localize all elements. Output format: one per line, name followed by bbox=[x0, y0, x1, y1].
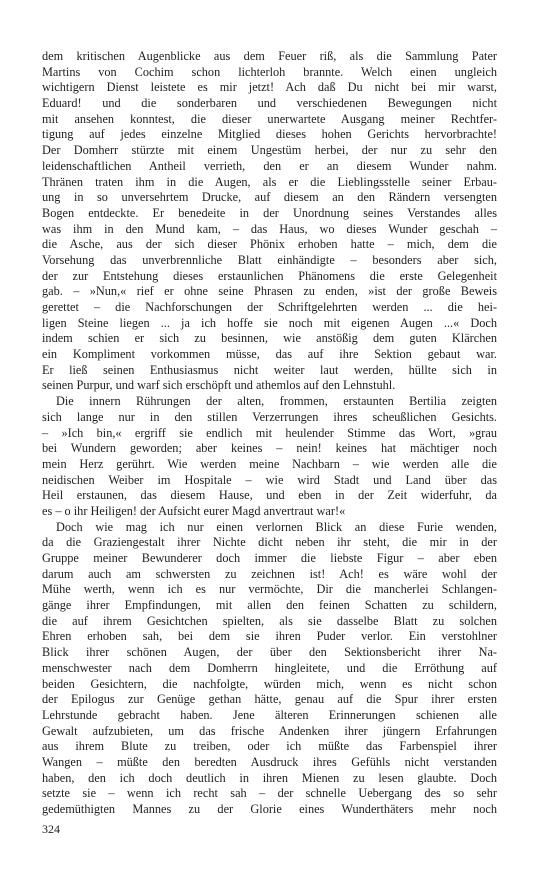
text-line: Doch wie mag ich nur einen verlornen Blick an diese Furie wenden, bbox=[56, 519, 497, 534]
text-line: gerettet – die Nachforschungen der Schriftgelehrten werden ... die hei- bbox=[42, 300, 497, 314]
text-line: leidenschaftlichen Antheil verrieth, den er an diesem Wunder nahm. bbox=[42, 158, 497, 173]
text-line: haben, den ich doch deutlich in ihren Mienen zu lesen glaubte. Doch bbox=[42, 770, 497, 785]
text-line: Gruppe meiner Bewunderer doch immer die liebste Figur – aber eben bbox=[42, 551, 497, 565]
text-line: Gewalt aufzubieten, um das frische Andenken ihrer jüngern Erfahrungen bbox=[42, 723, 497, 738]
text-line: Mühe werth, wenn ich es nur vermöchte, Dir die mancherlei Schlangen- bbox=[42, 582, 497, 597]
paragraph bbox=[42, 520, 497, 818]
paragraph bbox=[42, 394, 497, 520]
body-text bbox=[42, 49, 497, 818]
text-line: dem kritischen Augenblicke aus dem Feuer riß, als die Sammlung Pater bbox=[42, 49, 497, 63]
text-line: Ehren erhoben sah, bei dem sie ihren Puder verlor. Ein verstohlner bbox=[42, 629, 497, 644]
text-line: Wangen – müßte den beredten Ausdruck ihres Gefühls nicht verstanden bbox=[42, 754, 497, 769]
text-line: mit ansehen konntest, die dieser unerwartete Ausgang meiner Rechtfer- bbox=[42, 111, 497, 126]
text-line: Bogen entdeckte. Er benedeite in der Unordnung seines Verstandes alles bbox=[42, 205, 497, 220]
text-line: menschwester nach dem Domherrn hingleitete, und die Erröthung auf bbox=[42, 660, 497, 675]
text-line: wichtigern Dienst leistete es mir jetzt! Ach daß Du nicht bei mir warst, bbox=[42, 80, 497, 95]
paragraph bbox=[42, 49, 497, 394]
text-line: sich lange nur in den stillen Verzerrungen ihres scheußlichen Gesichts. bbox=[42, 409, 497, 424]
text-line: neidischen Weiber im Hospitale – wie wird Stadt und Land über das bbox=[42, 472, 497, 487]
text-line: mein Herz gerührt. Wie werden meine Nachbarn – wie werden alle die bbox=[42, 456, 497, 471]
text-line: Thränen traten ihm in die Augen, als er die Lieblingsstelle seiner Erbau- bbox=[42, 174, 497, 189]
page-number: 324 bbox=[42, 822, 60, 836]
text-line: Martins von Cochim schon lichterloh brannte. Welch einen ungleich bbox=[42, 64, 497, 79]
text-line: da die Graziengestalt ihrer Nichte dicht neben ihr steht, die mir in der bbox=[42, 535, 497, 550]
text-line: gedemüthigten Mannes zu der Glorie eines Wunderthäters mehr noch bbox=[42, 802, 497, 816]
text-line: beiden Gesichtern, die nachfolgte, würden mich, wenn es nicht schon bbox=[42, 676, 497, 691]
text-line: aus ihrem Blute zu treiben, oder ich müßte das Farbenspiel ihrer bbox=[42, 739, 497, 754]
text-line: Lehrstunde gebracht haben. Jene älteren Erinnerungen schienen alle bbox=[42, 707, 497, 722]
text-line: ligen Steine liegen ... ja ich hoffe sie noch mit eigenen Augen ...« Doch bbox=[42, 315, 497, 330]
text-line: der Epilogus zur Genüge gethan hätte, genau auf die Spur ihrer ersten bbox=[42, 692, 497, 707]
text-line: bei Wundern geworden; aber keines – nein! keines hat mächtiger noch bbox=[42, 441, 497, 456]
text-line: die Asche, aus der sich dieser Phönix erhoben hatte – mich, dem die bbox=[42, 237, 497, 252]
text-line: gänge ihrer Empfindungen, mit allen den feinen Schatten zu schildern, bbox=[42, 598, 497, 613]
text-line: – »Ich bin,« ergriff sie endlich mit heulender Stimme das Wort, »grau bbox=[42, 425, 497, 440]
text-line: seinen Purpur, und warf sich erschöpft und athemlos auf den Lehnstuhl. bbox=[42, 378, 396, 393]
text-line: Der Domherr stürzte mit einem Ungestüm herbei, der nur zu sehr den bbox=[42, 143, 497, 158]
text-line: was ihm in den Mund kam, – das Haus, wo dieses Wunder geschah – bbox=[42, 221, 497, 236]
text-line: Blick ihrer schönen Augen, der über den Sektionsbericht ihrer Na- bbox=[42, 645, 497, 660]
text-line: indem schien er sich zu besinnen, wie anstößig dem guten Klärchen bbox=[42, 331, 497, 346]
text-line: ung in so unversehrtem Drucke, auf diesem an den Rändern versengten bbox=[42, 190, 497, 205]
text-line: Vorsehung das unverbrennliche Blatt einhändigte – besonders aber sich, bbox=[42, 252, 497, 267]
text-line: setzte sie – wenn ich recht sah – der schnelle Uebergang des so sehr bbox=[42, 786, 497, 801]
text-line: Er ließ seinen Enthusiasmus nicht weiter laut werden, hüllte sich in bbox=[42, 362, 497, 377]
text-line: ein Kompliment vorkommen müsse, das auf ihre Sektion gebaut war. bbox=[42, 347, 497, 362]
text-line: Eduard! und die sonderbaren und verschiedenen Bewegungen nicht bbox=[42, 96, 497, 111]
text-line: es – o ihr Heiligen! der Aufsicht eurer Magd anvertraut war!« bbox=[42, 503, 346, 518]
text-line: tigung auf jedes einzelne Mitglied dieses hohen Gerichts hervorbrachte! bbox=[42, 127, 497, 142]
text-line: die auf ihrem Gesichtchen spielten, als sie dasselbe Blatt zu solchen bbox=[42, 613, 497, 628]
text-line: der zur Entstehung dieses erstaunlichen Phänomens die erste Gelegenheit bbox=[42, 268, 497, 283]
text-line: darum auch am schwersten zu zeichnen ist! Ach! es wäre wohl der bbox=[42, 566, 497, 581]
text-line: Heil erstaunen, das diesem Hause, und eben in der Zeit widerfuhr, da bbox=[42, 488, 497, 503]
text-line: Die innern Rührungen der alten, frommen, erstaunten Bertilia zeigten bbox=[56, 394, 497, 409]
text-line: gab. – »Nun,« rief er ohne seine Phrasen zu enden, »ist der große Beweis bbox=[42, 284, 497, 299]
